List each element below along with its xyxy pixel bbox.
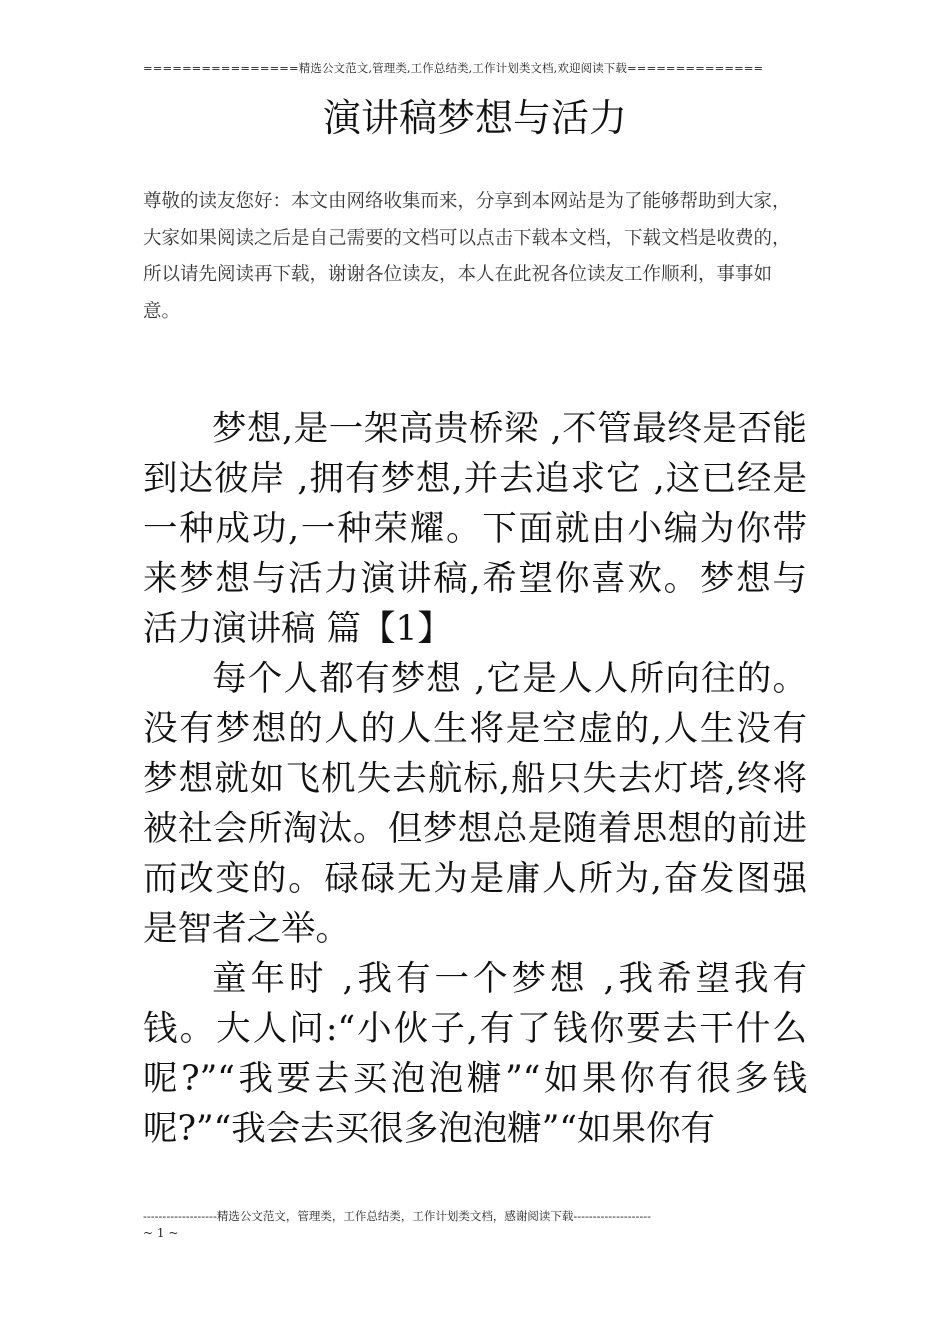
document-body — [143, 404, 807, 1154]
page-number: ~ 1 ~ — [143, 1226, 179, 1240]
reader-notice: 尊敬的读友您好：本文由网络收集而来，分享到本网站是为了能够帮助到大家，大家如果阅读之后是自己需要的文档可以点击下载本文档，下载文档是收费的，所以请先阅读再下载，谢谢各位读友，本人在此祝各位读友工作顺利，事事如意。 — [143, 191, 791, 322]
footer-banner: -------------------精选公文范文，管理类，工作总结类，工作计划类文档，感谢阅读下载-------------------- — [143, 1209, 652, 1223]
body-paragraph-1: 梦想,是一架高贵桥梁 ,不管最终是否能到达彼岸 ,拥有梦想,并去追求它 ,这已经是一种成功,一种荣耀。下面就由小编为你带来梦想与活力演讲稿,希望你喜欢。梦想与活力演讲稿 篇【1】 — [143, 409, 807, 649]
body-paragraph-3: 童年时 ,我有一个梦想 ,我希望我有钱。大人问:“小伙子,有了钱你要去干什么呢?”“我要去买泡泡糖”“如果你有很多钱呢?”“我会去买很多泡泡糖”“如果你有 — [143, 959, 807, 1149]
body-paragraph-2: 每个人都有梦想 ,它是人人所向往的。没有梦想的人的人生将是空虚的,人生没有梦想就如飞机失去航标,船只失去灯塔,终将被社会所淘汰。但梦想总是随着思想的前进而改变的。碌碌无为是庸人所为,奋发图强是智者之举。 — [143, 659, 807, 949]
header-banner: ================精选公文范文,管理类,工作总结类,工作计划类文档,欢迎阅读下载============== — [143, 61, 764, 75]
document-title: 演讲稿梦想与活力 — [322, 96, 627, 140]
